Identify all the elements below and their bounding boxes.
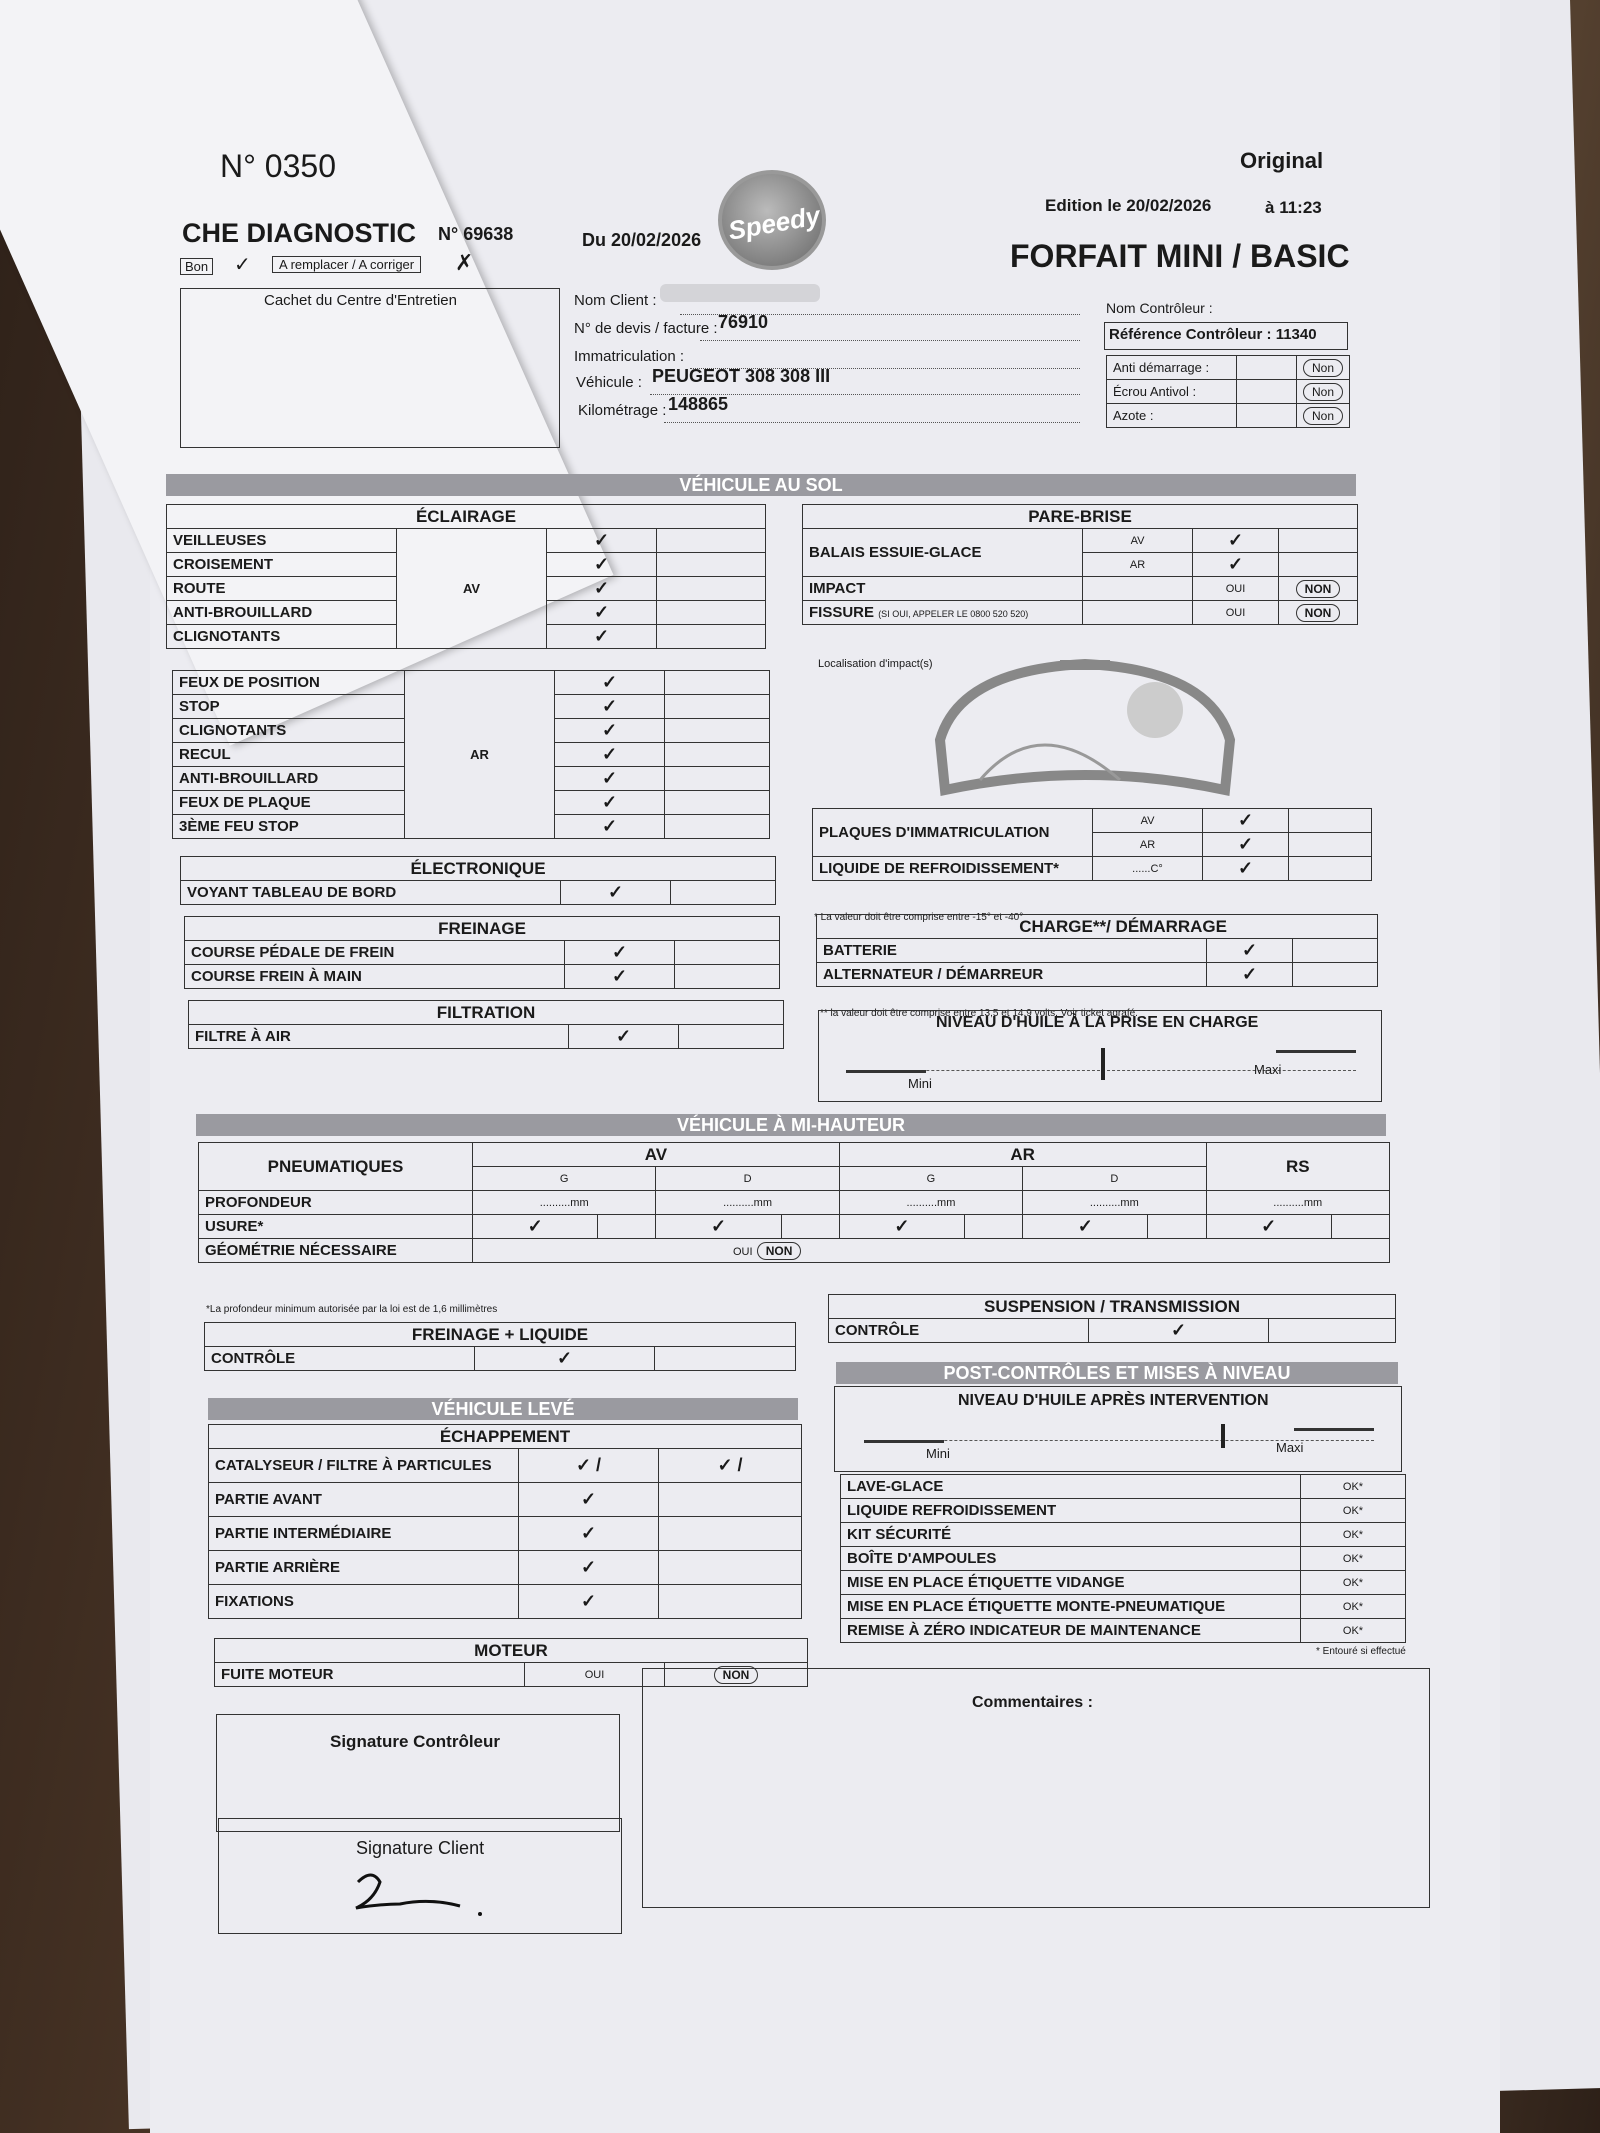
d-label: D <box>656 1167 839 1191</box>
huile-prise-title: NIVEAU D'HUILE À LA PRISE EN CHARGE <box>936 1014 1259 1031</box>
huile-level-marker <box>1221 1424 1225 1448</box>
check-icon: ✓ <box>1203 809 1289 833</box>
ok-label[interactable]: OK* <box>1301 1499 1406 1523</box>
eclairage-item: ROUTE <box>167 577 397 601</box>
mini-mark <box>846 1070 926 1073</box>
windshield-diagram <box>920 650 1250 810</box>
ok-label[interactable]: OK* <box>1301 1547 1406 1571</box>
nom-controleur-label: Nom Contrôleur : <box>1106 300 1213 316</box>
check-icon: ✓ <box>555 719 665 743</box>
maxi-label: Maxi <box>1276 1440 1304 1455</box>
freinage-liquide-title: FREINAGE + LIQUIDE <box>205 1323 796 1347</box>
handwritten-signature <box>350 1864 490 1924</box>
dotted-line <box>664 422 1080 423</box>
eclairage-item: VEILLEUSES <box>167 529 397 553</box>
non-pill[interactable]: NON <box>1296 604 1341 622</box>
check-icon: ✓ <box>575 1455 592 1475</box>
fiche-date-label: Du <box>582 230 606 250</box>
signature-controleur-label: Signature Contrôleur <box>330 1732 501 1751</box>
alternateur-label: ALTERNATEUR / DÉMARREUR <box>817 963 1207 987</box>
eclairage-title: ÉCLAIRAGE <box>167 505 766 529</box>
ar-label: AR <box>1083 553 1193 577</box>
ok-label[interactable]: OK* <box>1301 1619 1406 1643</box>
eclairage-item: STOP <box>173 695 405 719</box>
suspension-table <box>828 1294 1396 1343</box>
check-icon: ✓ <box>555 671 665 695</box>
speedy-logo <box>718 170 826 270</box>
section-vehicule-au-sol: VÉHICULE AU SOL <box>166 474 1356 496</box>
check-icon: ✓ <box>547 553 657 577</box>
check-icon: ✓ <box>1203 857 1289 881</box>
maxi-mark <box>1276 1050 1356 1053</box>
redacted-name <box>660 284 820 302</box>
parebrise-table <box>802 504 1358 625</box>
balais-label: BALAIS ESSUIE-GLACE <box>803 529 1083 577</box>
edition-time <box>1265 198 1322 218</box>
controle-label: CONTRÔLE <box>829 1319 1089 1343</box>
fiche-date <box>582 230 701 251</box>
eclairage-item: CROISEMENT <box>167 553 397 577</box>
freinage-item: COURSE PÉDALE DE FREIN <box>185 941 565 965</box>
section-mi-hauteur: VÉHICULE À MI-HAUTEUR <box>196 1114 1386 1136</box>
g-label: G <box>473 1167 656 1191</box>
check-icon: ✓ <box>1089 1319 1269 1343</box>
oui-label: OUI <box>1193 577 1279 601</box>
ok-label[interactable]: OK* <box>1301 1475 1406 1499</box>
plaques-table <box>812 808 1372 881</box>
oui-label: OUI <box>1193 601 1279 625</box>
devis-label: N° de devis / facture : <box>574 320 718 337</box>
edition-label: Edition le <box>1045 196 1122 215</box>
ar-label: AR <box>1093 833 1203 857</box>
post-controles-table <box>840 1474 1406 1643</box>
check-icon: ✓ <box>561 881 671 905</box>
echappement-table <box>208 1424 802 1619</box>
commentaires-label: Commentaires : <box>972 1694 1093 1711</box>
huile-apres-title: NIVEAU D'HUILE APRÈS INTERVENTION <box>958 1392 1269 1409</box>
check-icon: ✓ <box>234 254 251 276</box>
freinage-liquide-table <box>204 1322 796 1371</box>
echappement-title: ÉCHAPPEMENT <box>209 1425 802 1449</box>
liquide-refroid-label: LIQUIDE DE REFROIDISSEMENT* <box>813 857 1093 881</box>
charge-table <box>816 914 1378 987</box>
mm-field[interactable]: ..........mm <box>473 1191 656 1215</box>
check-icon: ✓ <box>839 1215 964 1239</box>
check-icon: ✓ <box>555 743 665 767</box>
bon-label: Bon <box>180 258 213 275</box>
cachet-label: Cachet du Centre d'Entretien <box>264 292 457 309</box>
echappement-item: PARTIE ARRIÈRE <box>209 1551 519 1585</box>
non-pill[interactable]: Non <box>1303 359 1343 377</box>
oui-label: OUI <box>733 1245 753 1258</box>
controleur-table <box>1106 355 1350 428</box>
charge-title: CHARGE**/ DÉMARRAGE <box>817 915 1378 939</box>
mini-mark <box>864 1440 944 1443</box>
post-item: LIQUIDE REFROIDISSEMENT <box>841 1499 1301 1523</box>
check-icon: ✓ <box>1193 529 1279 553</box>
electronique-table <box>180 856 776 905</box>
eclairage-av-table <box>166 504 766 649</box>
non-pill[interactable]: NON <box>757 1242 802 1260</box>
usure-label: USURE* <box>199 1215 473 1239</box>
immat-label: Immatriculation : <box>574 348 685 365</box>
check-icon: ✓ <box>1207 939 1293 963</box>
mini-label: Mini <box>926 1446 950 1461</box>
eclairage-item: CLIGNOTANTS <box>167 625 397 649</box>
pneus-title: PNEUMATIQUES <box>199 1143 473 1191</box>
filtration-title: FILTRATION <box>189 1001 784 1025</box>
forfait-title: FORFAIT MINI / BASIC <box>1010 238 1350 274</box>
echappement-item: CATALYSEUR / FILTRE À PARTICULES <box>209 1449 519 1483</box>
batterie-label: BATTERIE <box>817 939 1207 963</box>
check-icon: ✓ <box>547 625 657 649</box>
edition-time-label: à <box>1265 198 1275 217</box>
check-icon: ✓ <box>475 1347 655 1371</box>
check-icon: ✓ <box>1206 1215 1331 1239</box>
impact-label: IMPACT <box>803 577 1083 601</box>
parebrise-title: PARE-BRISE <box>803 505 1358 529</box>
mm-field[interactable]: ..........mm <box>1206 1191 1390 1215</box>
profondeur-note: *La profondeur minimum autorisée par la loi est de 1,6 millimètres <box>206 1304 498 1315</box>
check-icon: ✓ <box>555 791 665 815</box>
ecrou-antivol-label: Écrou Antivol : <box>1107 380 1237 404</box>
anti-demarrage-label: Anti démarrage : <box>1107 356 1237 380</box>
ok-label[interactable]: OK* <box>1301 1595 1406 1619</box>
echappement-item: PARTIE AVANT <box>209 1483 519 1517</box>
huile-level-marker <box>1101 1048 1105 1080</box>
vehicule-label: Véhicule : <box>576 374 642 391</box>
check-icon: ✓ <box>569 1025 679 1049</box>
check-icon: ✓ <box>717 1455 733 1475</box>
post-item: MISE EN PLACE ÉTIQUETTE VIDANGE <box>841 1571 1301 1595</box>
check-icon: ✓ <box>547 577 657 601</box>
entoure-note: * Entouré si effectué <box>1316 1646 1406 1657</box>
moteur-title: MOTEUR <box>215 1639 808 1663</box>
signature-client-label: Signature Client <box>356 1838 485 1858</box>
doc-number-label: N° <box>220 148 256 184</box>
maxi-mark <box>1294 1428 1374 1431</box>
pneus-table <box>198 1142 1390 1263</box>
eclairage-item: RECUL <box>173 743 405 767</box>
speedy-logo-text: Speedy <box>726 200 823 246</box>
liquide-note: * La valeur doit être comprise entre -15° et -40° <box>814 912 1024 923</box>
oui-label: OUI <box>525 1663 665 1687</box>
dotted-line <box>700 340 1080 341</box>
check-icon: ✓ <box>519 1483 659 1517</box>
av-label: AV <box>1093 809 1203 833</box>
eclairage-item: ANTI-BROUILLARD <box>173 767 405 791</box>
cachet-box <box>180 288 560 448</box>
eclairage-item: CLIGNOTANTS <box>173 719 405 743</box>
dotted-line <box>680 314 1080 315</box>
post-item: KIT SÉCURITÉ <box>841 1523 1301 1547</box>
doc-number-value: 0350 <box>264 148 336 184</box>
voyant-tableau-label: VOYANT TABLEAU DE BORD <box>181 881 561 905</box>
ar-label: AR <box>405 671 555 839</box>
check-icon: ✓ <box>547 529 657 553</box>
edition-time-value: 11:23 <box>1279 198 1322 217</box>
edition-date-value: 20/02/2026 <box>1126 196 1212 215</box>
non-pill[interactable]: NON <box>1296 580 1341 598</box>
d-label: D <box>1023 1167 1206 1191</box>
filtration-table <box>188 1000 784 1049</box>
ar-label: AR <box>839 1143 1206 1167</box>
check-icon: ✓ <box>1023 1215 1148 1239</box>
mm-field[interactable]: ..........mm <box>839 1191 1022 1215</box>
check-icon: ✓ <box>519 1585 659 1619</box>
section-post-controles: POST-CONTRÔLES ET MISES À NIVEAU <box>836 1362 1398 1384</box>
eclairage-item: FEUX DE POSITION <box>173 671 405 695</box>
post-item: MISE EN PLACE ÉTIQUETTE MONTE-PNEUMATIQUE <box>841 1595 1301 1619</box>
fissure-label: FISSURE <box>809 604 875 621</box>
freinage-item: COURSE FREIN À MAIN <box>185 965 565 989</box>
ok-label[interactable]: OK* <box>1301 1571 1406 1595</box>
slash-mark: / <box>737 1455 743 1475</box>
dotted-line <box>690 368 1080 369</box>
av-label: AV <box>1083 529 1193 553</box>
check-icon: ✓ <box>547 601 657 625</box>
doc-number <box>220 148 336 185</box>
check-icon: ✓ <box>1203 833 1289 857</box>
slash-mark: / <box>596 1455 602 1475</box>
mini-label: Mini <box>908 1076 932 1091</box>
electronique-title: ÉLECTRONIQUE <box>181 857 776 881</box>
dotted-line <box>650 394 1080 395</box>
edition-date <box>1045 196 1211 216</box>
check-icon: ✓ <box>1193 553 1279 577</box>
profondeur-label: PROFONDEUR <box>199 1191 473 1215</box>
check-icon: ✓ <box>555 695 665 719</box>
azote-label: Azote : <box>1107 404 1237 428</box>
check-icon: ✓ <box>656 1215 781 1239</box>
check-icon: ✓ <box>555 815 665 839</box>
av-label: AV <box>473 1143 840 1167</box>
page-title: CHE DIAGNOSTIC <box>182 218 417 248</box>
freinage-table <box>184 916 780 989</box>
check-icon: ✓ <box>565 965 675 989</box>
check-icon: ✓ <box>1207 963 1293 987</box>
eclairage-item: 3ÈME FEU STOP <box>173 815 405 839</box>
av-label: AV <box>397 529 547 649</box>
degree-field[interactable]: ......C° <box>1093 857 1203 881</box>
g-label: G <box>839 1167 1022 1191</box>
fuite-moteur-label: FUITE MOTEUR <box>215 1663 525 1687</box>
check-icon: ✓ <box>473 1215 598 1239</box>
filtre-air-label: FILTRE À AIR <box>189 1025 569 1049</box>
echappement-item: PARTIE INTERMÉDIAIRE <box>209 1517 519 1551</box>
ok-label[interactable]: OK* <box>1301 1523 1406 1547</box>
a-remplacer-label: A remplacer / A corriger <box>272 256 421 273</box>
fiche-number-label: N° <box>438 224 459 244</box>
charge-note: ** la valeur doit être comprise entre 13,5 et 14,9 volts. Voir ticket agrafé. <box>820 1008 1138 1019</box>
check-icon: ✓ <box>565 941 675 965</box>
post-item: REMISE À ZÉRO INDICATEUR DE MAINTENANCE <box>841 1619 1301 1643</box>
suspension-title: SUSPENSION / TRANSMISSION <box>829 1295 1396 1319</box>
original-label: Original <box>1240 148 1324 173</box>
non-pill[interactable]: Non <box>1303 383 1343 401</box>
fiche-number-value: 69638 <box>463 224 514 244</box>
controle-label: CONTRÔLE <box>205 1347 475 1371</box>
non-pill[interactable]: NON <box>714 1666 759 1684</box>
post-item: BOÎTE D'AMPOULES <box>841 1547 1301 1571</box>
check-icon: ✓ <box>519 1551 659 1585</box>
eclairage-item: FEUX DE PLAQUE <box>173 791 405 815</box>
fiche-date-value: 20/02/2026 <box>611 230 702 250</box>
geometrie-label: GÉOMÉTRIE NÉCESSAIRE <box>199 1239 473 1263</box>
post-item: LAVE-GLACE <box>841 1475 1301 1499</box>
eclairage-item: ANTI-BROUILLARD <box>167 601 397 625</box>
freinage-title: FREINAGE <box>185 917 780 941</box>
plaques-label: PLAQUES D'IMMATRICULATION <box>813 809 1093 857</box>
devis-value: 76910 <box>718 312 769 332</box>
km-label: Kilométrage : <box>578 402 667 419</box>
rs-label: RS <box>1206 1143 1390 1191</box>
check-icon: ✓ <box>555 767 665 791</box>
vehicule-value: PEUGEOT 308 308 III <box>652 366 831 386</box>
maxi-label: Maxi <box>1254 1062 1282 1077</box>
km-value: 148865 <box>668 394 729 414</box>
mm-field[interactable]: ..........mm <box>1023 1191 1206 1215</box>
localisation-label: Localisation d'impact(s) <box>818 658 933 670</box>
cross-icon: ✗ <box>455 250 474 275</box>
non-pill[interactable]: Non <box>1303 407 1343 425</box>
nom-client-label: Nom Client : <box>574 292 657 309</box>
mm-field[interactable]: ..........mm <box>656 1191 839 1215</box>
fissure-note: (SI OUI, APPELER LE 0800 520 520) <box>878 609 1029 619</box>
fiche-number <box>438 224 513 245</box>
section-vehicule-leve: VÉHICULE LEVÉ <box>208 1398 798 1420</box>
ref-controleur: Référence Contrôleur : 11340 <box>1104 322 1348 350</box>
check-icon: ✓ <box>519 1517 659 1551</box>
eclairage-ar-table <box>172 670 770 839</box>
echappement-item: FIXATIONS <box>209 1585 519 1619</box>
